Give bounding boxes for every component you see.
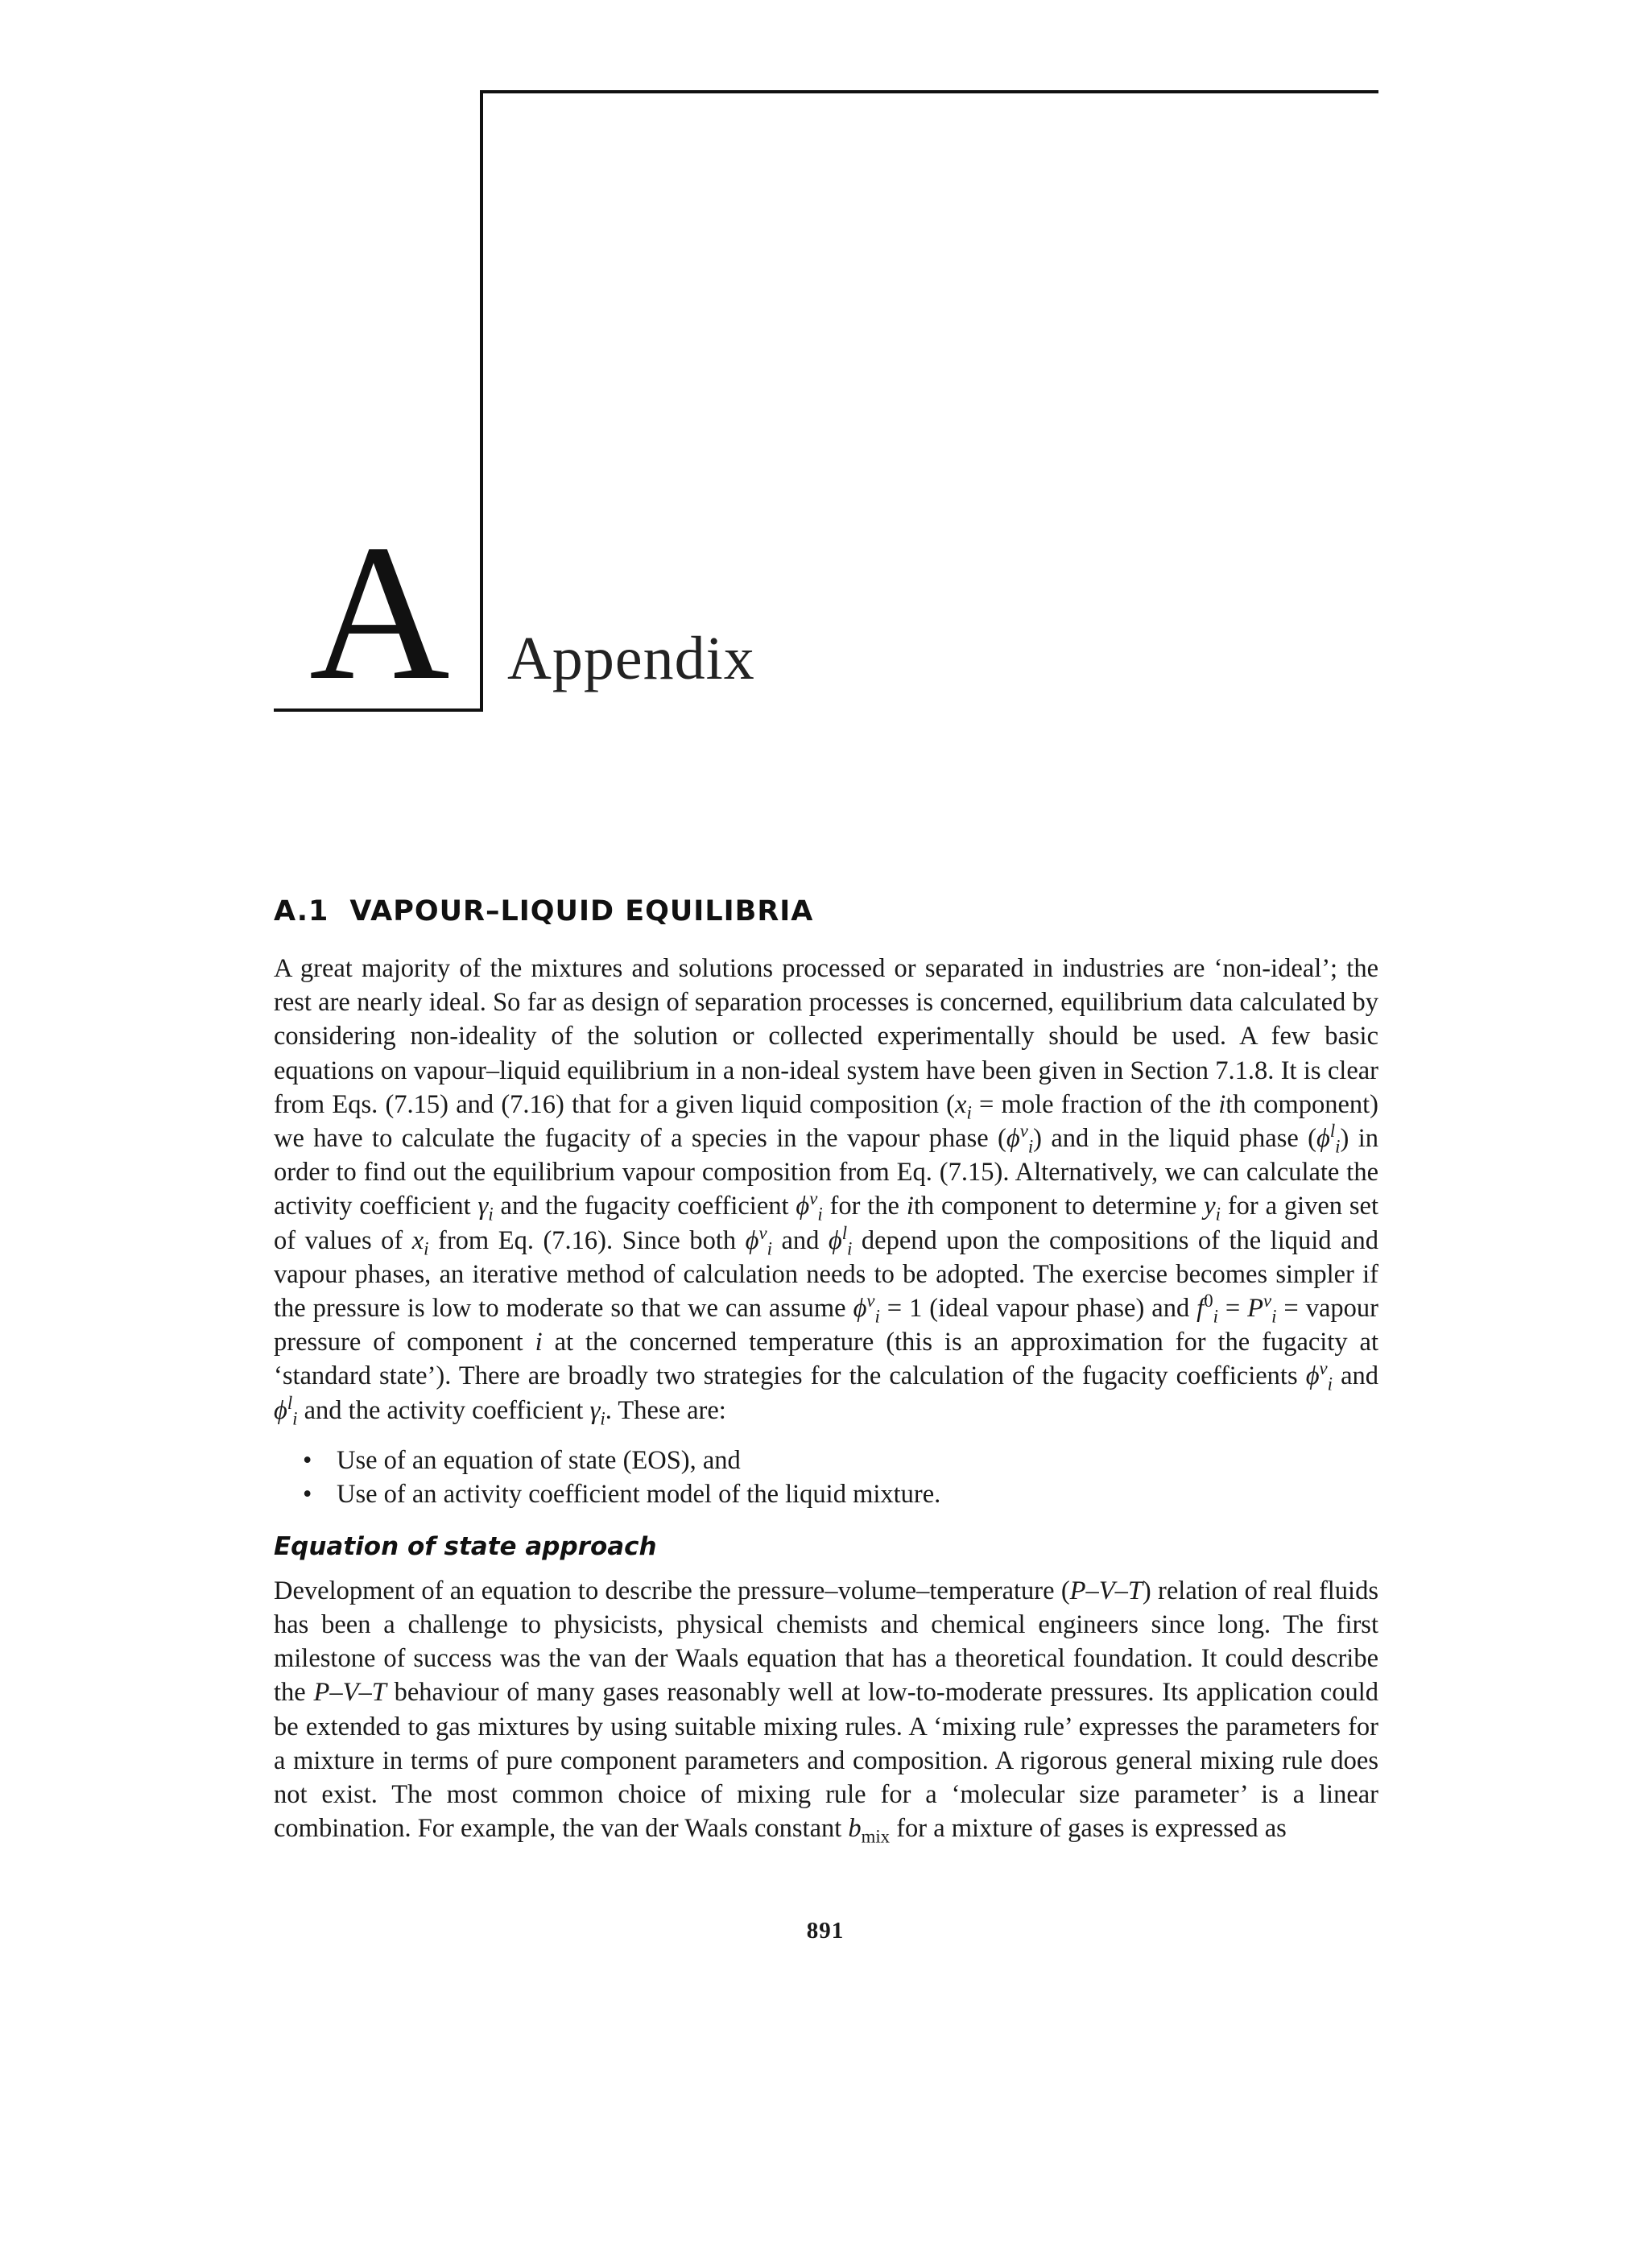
paragraph-eos-approach: Development of an equation to describe the pressure–volume–temperature (P–V–T) relation of real fluids has been a challenge to physicists, physical chemists and chemical engineers since long. The first milestone of success was the van der Waals equation that has a theoretical foundation. It could describe the P–V–T behaviour of many gases reasonably well at low-to-moderate pressures. Its application could be extended to gas mixtures by using suitable mixing rules. A ‘mixing rule’ expresses the parameters for a mixture in terms of pure component parameters and composition. A rigorous general mixing rule does not exist. The most common choice of mixing rule for a ‘molecular size parameter’ is a linear combination. For example, the van der Waals constant $b_{mix}$ for a mixture of gases is expressed as [274,1576,1378,1847]
bullet-mark: • [303,1479,312,1509]
list-item: • Use of an equation of state (EOS), and [337,1444,1378,1477]
paragraph-vle-intro: A great majority of the mixtures and solutions processed or separated in industries are ‘non-ideal’; the rest are nearly ideal. So far as design of separation processes is concerned, equilibrium data calculated by considering non-ideality of the solution or collected experimentally should be used. A few basic equations on vapour–liquid equilibrium in a non-ideal system have been given in Section 7.1.8. It is clear from Eqs. (7.15) and (7.16) that for a given liquid composition ($x_i$ = mole fraction of the ith component) we have to calculate the fugacity of a species in the vapour phase $(\phi^v_i)$ and in the liquid phase $(\phi^l_i)$ in order to find out the equilibrium vapour composition from Eq. (7.15). Alternatively, we can calculate the activity coefficient $\gamma_i$ and the fugacity coefficient $\phi^v_i$ for the ith component to determine $y_i$ for a given set of values of $x_i$ from Eq. (7.16). Since both $\phi^v_i$ and $\phi^l_i$ depend upon the compositions of the liquid and vapour phases, an iterative method of calculation needs to be adopted. The exercise becomes simpler if the pressure is low to moderate so that we can assume $\phi^v_i = 1$ (ideal vapour phase) and $f^0_i = P^v_i$ = vapour pressure of component i at the concerned temperature (this is an approximation for the fugacity at ‘standard state’). There are broadly two strategies for the calculation of the fugacity coefficients $\phi^v_i$ and $\phi^l_i$ and the activity coefficient $\gamma_i$. These are: [274,954,1379,1429]
list-item: • Use of an activity coefficient model of the liquid mixture. [337,1477,1378,1511]
chapter-frame-vertical-rule [480,90,483,712]
subheading: Equation of state approach [274,1531,657,1561]
chapter-title: Appendix [507,625,755,692]
strategy-list [274,1444,1378,1511]
section-title-text: VAPOUR–LIQUID EQUILIBRIA [349,895,814,927]
page-number: 891 [806,1918,845,1944]
chapter-letter: A [309,505,450,721]
chapter-frame-top-rule [481,90,1378,93]
section-number: A.1 [274,895,329,927]
section-heading [274,895,1378,927]
bullet-mark: • [303,1445,312,1475]
main-content [274,895,1378,1845]
